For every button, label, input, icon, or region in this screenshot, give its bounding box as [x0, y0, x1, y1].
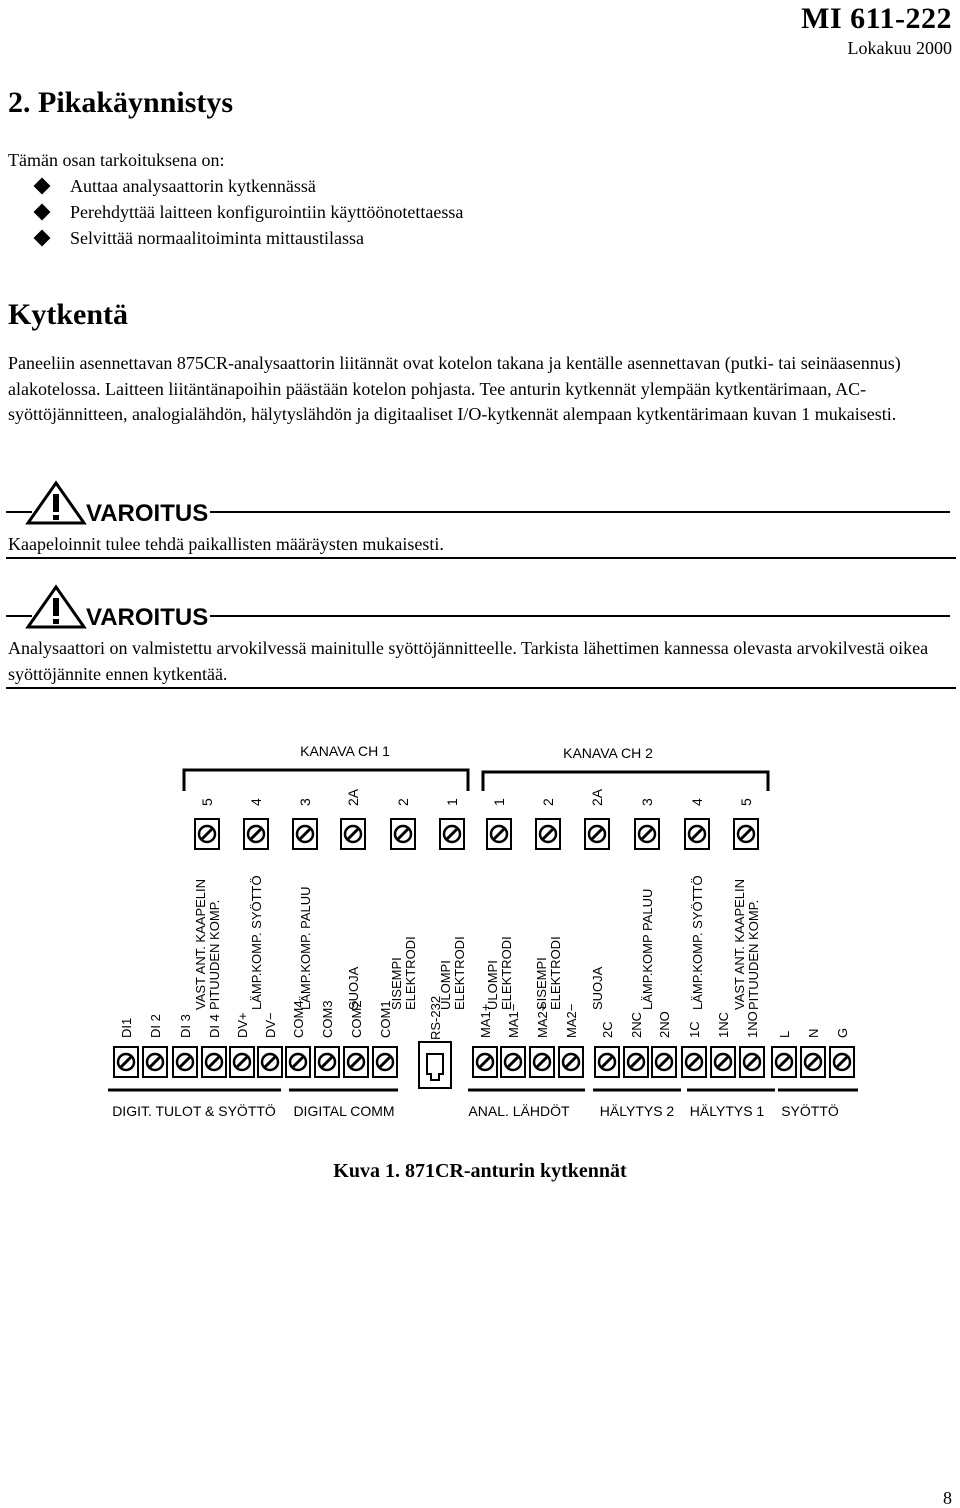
bottom-terminal-label: L	[777, 1030, 792, 1038]
bottom-terminal-screw	[559, 1047, 583, 1077]
bottom-terminal-screw	[595, 1047, 619, 1077]
ch2-terminal-label: ELEKTRODI	[548, 936, 563, 1010]
warning-label: VAROITUS	[86, 604, 209, 631]
group-label: HÄLYTYS 1	[689, 1103, 765, 1119]
ch1-terminal-number: 2A	[345, 788, 361, 806]
doc-code: MI 611-222	[801, 2, 952, 35]
ch2-terminal-number: 2A	[589, 788, 605, 806]
bottom-terminal-screw	[202, 1047, 226, 1077]
bottom-terminal-screw	[258, 1047, 282, 1077]
group-label: DIGITAL COMM	[293, 1103, 395, 1119]
bottom-terminal-screw	[830, 1047, 854, 1077]
warning-text-2: Analysaattori on valmistettu arvokilvessä mainitulle syöttöjännitteelle. Tarkista lähettimen kannessa olevasta arvokilvestä oikea syöttöjännite ennen kytkentää.	[8, 638, 929, 684]
bottom-terminal-label: DI1	[119, 1017, 134, 1038]
ch1-terminal-label: LÄMP.KOMP. PALUU	[298, 886, 313, 1010]
bottom-terminal-label: COM4	[291, 1000, 306, 1038]
ch1-terminal-number: 2	[395, 798, 411, 806]
group-label: HÄLYTYS 2	[599, 1103, 675, 1119]
bottom-terminal-label: MA2+	[535, 1003, 550, 1038]
page-number: 8	[943, 1488, 952, 1508]
bottom-terminal-screw	[114, 1047, 138, 1077]
ch1-terminal-label: SUOJA	[346, 966, 361, 1010]
bottom-terminal-screw	[652, 1047, 676, 1077]
bottom-terminal-screw	[473, 1047, 497, 1077]
ch2-terminal-number: 3	[639, 798, 655, 806]
bottom-terminal-label: DI 3	[178, 1014, 193, 1038]
ch2-terminal-label: VAST ANT. KAAPELIN	[732, 878, 747, 1010]
warning-block-2	[0, 584, 960, 694]
bottom-terminal-screw	[344, 1047, 368, 1077]
bottom-terminal-label: DV−	[263, 1012, 278, 1038]
diamond-bullet-icon	[34, 230, 51, 247]
ch2-terminal-label: SUOJA	[590, 966, 605, 1010]
ch2-terminal-label: PITUUDEN KOMP.	[746, 899, 761, 1010]
ch1-terminal-label: VAST ANT. KAAPELIN	[193, 878, 208, 1010]
ch2-terminal-label: LÄMP.KOMP PALUU	[640, 888, 655, 1010]
bottom-terminal-label: MA1−	[506, 1003, 521, 1038]
bottom-terminal-label: COM1	[378, 1000, 393, 1038]
ch1-terminal-label: LÄMP.KOMP. SYÖTTÖ	[249, 875, 264, 1010]
bottom-terminal-screw	[530, 1047, 554, 1077]
warning-text-1: Kaapeloinnit tulee tehdä paikallisten määräysten mukaisesti.	[8, 534, 444, 554]
ch2-terminal-label: SISEMPI	[534, 957, 549, 1010]
bottom-terminal-label: 2NO	[657, 1011, 672, 1038]
list-item: Perehdyttää laitteen konfigurointiin käyttöönotettaessa	[36, 201, 463, 227]
ch1-terminal-screw	[440, 819, 464, 849]
bullet-list	[36, 175, 463, 253]
group-label: DIGIT. TULOT & SYÖTTÖ	[112, 1103, 276, 1119]
ch1-terminal-screw	[195, 819, 219, 849]
bottom-terminal-screw	[230, 1047, 254, 1077]
ch2-terminal-label: LÄMP.KOMP. SYÖTTÖ	[690, 875, 705, 1010]
ch2-terminal-number: 4	[689, 798, 705, 806]
group-label: SYÖTTÖ	[781, 1103, 839, 1119]
ch1-terminal-screw	[293, 819, 317, 849]
section-intro: Tämän osan tarkoituksena on:	[8, 150, 225, 170]
bottom-terminal-label: MA1+	[478, 1003, 493, 1038]
ch2-terminal-screw	[635, 819, 659, 849]
doc-date: Lokakuu 2000	[847, 38, 952, 58]
bottom-terminal-label: COM3	[320, 1000, 335, 1038]
ch1-terminal-label: PITUUDEN KOMP.	[207, 899, 222, 1010]
rs232-port	[419, 1042, 451, 1088]
bottom-terminal-label: DV+	[235, 1012, 250, 1038]
ch2-terminal-screw	[685, 819, 709, 849]
section-title: 2. Pikakäynnistys	[8, 86, 234, 119]
channel-2-title: KANAVA CH 2	[563, 745, 653, 761]
ch2-terminal-screw	[536, 819, 560, 849]
diamond-bullet-icon	[34, 204, 51, 221]
bottom-terminal-label: 1NC	[716, 1011, 731, 1038]
bottom-terminal-label: N	[806, 1028, 821, 1038]
bottom-terminal-screw	[682, 1047, 706, 1077]
ch1-terminal-number: 5	[199, 798, 215, 806]
list-item: Selvittää normaalitoiminta mittaustilassa	[36, 227, 463, 253]
channel-1-title: KANAVA CH 1	[300, 743, 390, 759]
bottom-terminal-label: 2NC	[629, 1011, 644, 1038]
bottom-terminal-screw	[772, 1047, 796, 1077]
bottom-terminal-screw	[740, 1047, 764, 1077]
warning-block-1	[0, 480, 960, 560]
bottom-terminal-screw	[711, 1047, 735, 1077]
list-item: Auttaa analysaattorin kytkennässä	[36, 175, 463, 201]
bottom-terminal-label: RS-232	[428, 995, 443, 1040]
ch1-terminal-screw	[244, 819, 268, 849]
ch2-terminal-label: ULOMPI	[485, 960, 500, 1010]
ch1-terminal-label: ELEKTRODI	[452, 936, 467, 1010]
ch1-terminal-number: 4	[248, 798, 264, 806]
ch1-terminal-label: ELEKTRODI	[403, 936, 418, 1010]
figure-caption: Kuva 1. 871CR-anturin kytkennät	[333, 1160, 627, 1182]
ch1-terminal-number: 1	[444, 798, 460, 806]
ch1-terminal-screw	[341, 819, 365, 849]
ch2-terminal-number: 5	[738, 798, 754, 806]
ch2-terminal-number: 1	[491, 798, 507, 806]
warning-label: VAROITUS	[86, 500, 209, 527]
bottom-terminal-label: 2C	[600, 1021, 615, 1038]
ch2-terminal-number: 2	[540, 798, 556, 806]
bottom-terminal-screw	[624, 1047, 648, 1077]
bottom-terminal-label: DI 2	[148, 1014, 163, 1038]
wiring-diagram	[0, 728, 960, 1128]
bottom-terminal-label: G	[835, 1027, 850, 1038]
group-label: ANAL. LÄHDÖT	[468, 1103, 570, 1119]
bottom-terminal-label: DI 4	[207, 1014, 222, 1038]
bottom-terminal-screw	[801, 1047, 825, 1077]
ch2-terminal-screw	[585, 819, 609, 849]
bottom-terminal-screw	[286, 1047, 310, 1077]
bottom-terminal-label: MA2−	[564, 1003, 579, 1038]
ch1-terminal-screw	[391, 819, 415, 849]
connection-title: Kytkentä	[8, 298, 128, 331]
bottom-terminal-label: 1NO	[745, 1011, 760, 1038]
ch1-terminal-number: 3	[297, 798, 313, 806]
ch1-terminal-label: SISEMPI	[389, 957, 404, 1010]
bottom-terminal-label: COM2	[349, 1000, 364, 1038]
connection-paragraph: Paneeliin asennettavan 875CR-analysaattorin liitännät ovat kotelon takana ja kentälle asennettavan (putki- tai seinäasennus) alakotelossa. Laitteen liitäntänapoihin päästään kotelon pohjasta. Tee anturin kytkennät ylempään kytkentärimaan, AC-syöttöjännitteen, analogialähdön, hälytyslähdön ja digitaaliset I/O-kytkennät alempaan kytkentärimaan kuvan 1 mukaisesti.	[8, 353, 901, 424]
bottom-terminal-screw	[501, 1047, 525, 1077]
bottom-terminal-screw	[143, 1047, 167, 1077]
diamond-bullet-icon	[34, 178, 51, 195]
bottom-terminal-label: 1C	[687, 1021, 702, 1038]
bottom-terminal-screw	[315, 1047, 339, 1077]
ch2-terminal-label: ELEKTRODI	[499, 936, 514, 1010]
ch2-terminal-screw	[487, 819, 511, 849]
ch2-terminal-screw	[734, 819, 758, 849]
bottom-terminal-screw	[173, 1047, 197, 1077]
bottom-terminal-screw	[373, 1047, 397, 1077]
ch1-terminal-label: ULOMPI	[438, 960, 453, 1010]
